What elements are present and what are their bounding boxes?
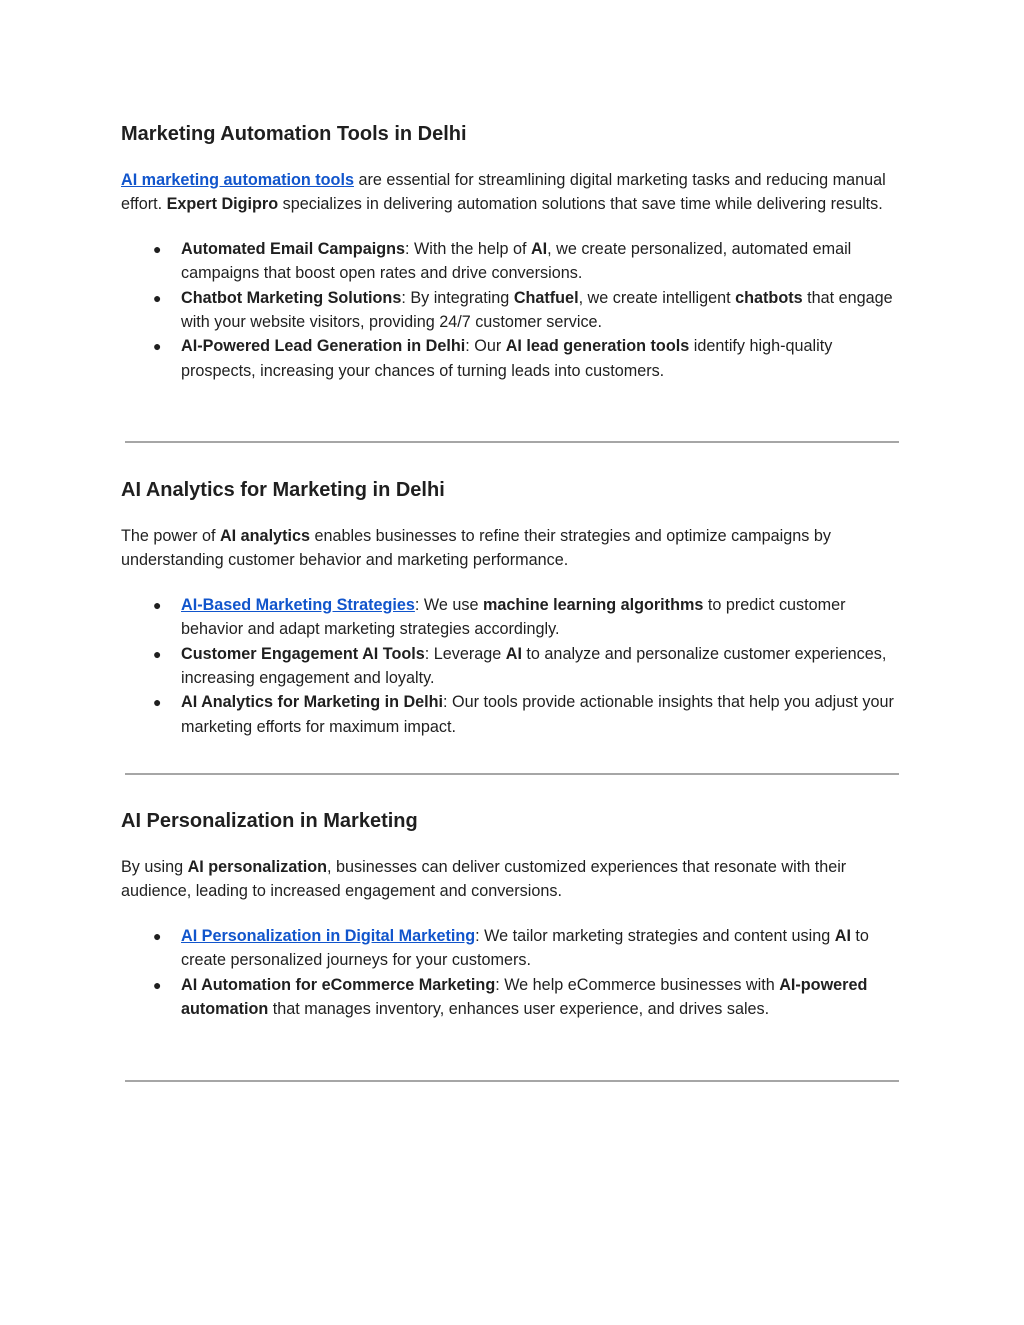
section-heading: AI Personalization in Marketing: [121, 810, 418, 832]
bullet-icon: ●: [153, 976, 162, 993]
ai-personalization-digital-marketing-link[interactable]: AI Personalization in Digital Marketing: [181, 926, 476, 945]
bullet-list: [121, 237, 911, 383]
list-item: ● AI Automation for eCommerce Marketing: We help eCommerce businesses with AI-powered automation that manages inventory, enhances user experience, and drives sales.: [121, 973, 911, 1022]
list-item: ● Automated Email Campaigns: With the help of AI, we create personalized, automated email campaigns that boost open rates and drive conversions.: [121, 237, 911, 286]
list-item: ● AI-Powered Lead Generation in Delhi: Our AI lead generation tools identify high-quality prospects, increasing your chances of turning leads into customers.: [121, 334, 911, 383]
ai-based-marketing-strategies-link[interactable]: AI-Based Marketing Strategies: [181, 595, 415, 614]
bullet-icon: ●: [153, 240, 162, 257]
list-item: ● Chatbot Marketing Solutions: By integrating Chatfuel, we create intelligent chatbots that engage with your website visitors, providing 24/7 customer service.: [121, 286, 911, 335]
section-heading: Marketing Automation Tools in Delhi: [121, 123, 467, 145]
bullet-icon: ●: [153, 338, 162, 355]
ai-marketing-automation-tools-link[interactable]: AI marketing automation tools: [121, 171, 354, 189]
horizontal-divider: [125, 773, 899, 775]
bullet-icon: ●: [153, 927, 162, 944]
section-intro: By using AI personalization, businesses can deliver customized experiences that resonate with their audience, leading to increased engagement and conversions.: [121, 858, 847, 901]
list-item: ● Customer Engagement AI Tools: Leverage AI to analyze and personalize customer experiences, increasing engagement and loyalty.: [121, 642, 911, 691]
bullet-icon: ●: [153, 596, 162, 613]
section-marketing-automation: [121, 121, 911, 383]
bullet-icon: ●: [153, 289, 162, 306]
list-item: ● AI Personalization in Digital Marketing: We tailor marketing strategies and content using AI to create personalized journeys for your customers.: [121, 924, 911, 973]
section-ai-analytics: [121, 477, 911, 739]
section-heading: AI Analytics for Marketing in Delhi: [121, 479, 445, 501]
bullet-list: [121, 924, 911, 1022]
horizontal-divider: [125, 441, 899, 443]
list-item: ● AI-Based Marketing Strategies: We use machine learning algorithms to predict customer behavior and adapt marketing strategies accordingly.: [121, 593, 911, 642]
bullet-icon: ●: [153, 694, 162, 711]
horizontal-divider: [125, 1080, 899, 1082]
bullet-list: [121, 593, 911, 739]
section-ai-personalization: [121, 808, 911, 1021]
bullet-icon: ●: [153, 645, 162, 662]
section-intro: AI marketing automation tools are essential for streamlining digital marketing tasks and reducing manual effort. Expert Digipro specializes in delivering automation solutions that save time while delivering results.: [121, 171, 886, 214]
list-item: ● AI Analytics for Marketing in Delhi: Our tools provide actionable insights that help you adjust your marketing efforts for maximum impact.: [121, 690, 911, 739]
section-intro: The power of AI analytics enables businesses to refine their strategies and optimize campaigns by understanding customer behavior and marketing performance.: [121, 527, 831, 570]
